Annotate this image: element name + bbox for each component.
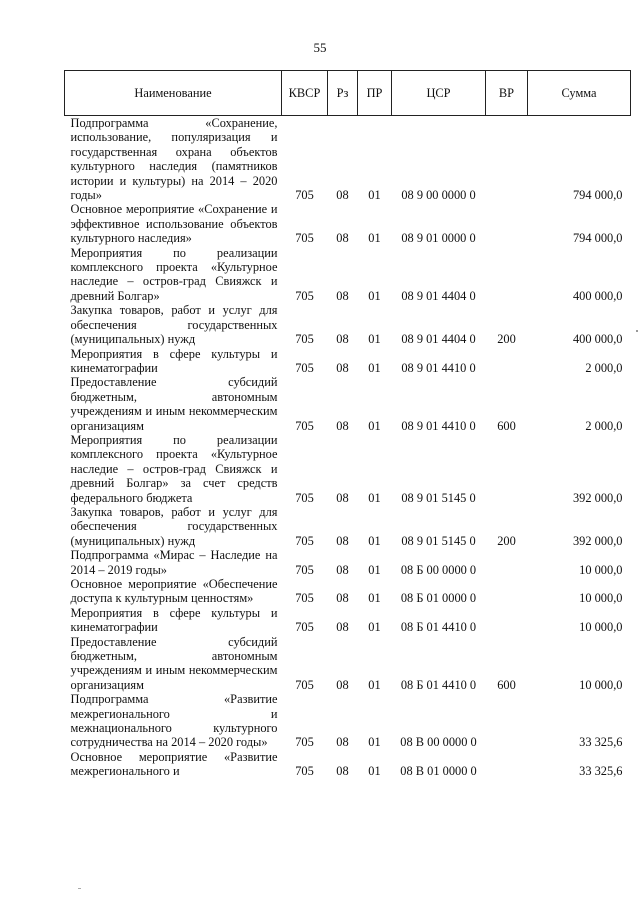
cell-rz: 08 [336,418,349,433]
cell-pr: 01 [368,677,381,692]
cell-sum: 392 000,0 [572,490,623,505]
column-header-sum: Сумма [528,71,631,116]
cell-sum: 794 000,0 [572,188,623,203]
column-header-csr: ЦСР [392,71,486,116]
cell-pr: 01 [368,562,381,577]
cell-rz: 08 [336,188,349,203]
column-header-kvsr: КВСР [282,71,328,116]
table-row [65,347,631,376]
cell-kvsr: 705 [295,418,314,433]
cell-rz: 08 [336,764,349,779]
scan-speck [78,888,81,889]
cell-csr: 08 9 01 5145 0 [401,490,476,505]
cell-csr: 08 Б 00 0000 0 [400,562,477,577]
cell-csr: 08 9 01 0000 0 [401,231,476,246]
cell-vr [486,548,528,577]
cell-kvsr: 705 [295,764,314,779]
cell-csr: 08 Б 01 4410 0 [400,620,477,635]
cell-kvsr: 705 [295,533,314,548]
cell-kvsr: 705 [295,562,314,577]
table-header-row [65,71,631,116]
cell-vr [486,606,528,635]
table-row [65,750,631,779]
table-row [65,548,631,577]
cell-kvsr: 705 [295,735,314,750]
table-row [65,577,631,606]
cell-name: Мероприятия в сфере культуры и кинематографии [70,346,278,375]
cell-sum: 400 000,0 [572,332,623,347]
cell-rz: 08 [336,490,349,505]
cell-rz: 08 [336,735,349,750]
cell-name: Мероприятия в сфере культуры и кинематографии [70,605,278,635]
cell-sum: 794 000,0 [572,231,623,246]
column-header-vr: ВР [486,71,528,116]
cell-kvsr: 705 [295,188,314,203]
cell-kvsr: 705 [295,231,314,246]
cell-kvsr: 705 [295,288,314,303]
cell-kvsr: 705 [295,677,314,692]
cell-csr: 08 9 01 5145 0 [401,533,476,548]
cell-pr: 01 [368,418,381,433]
cell-rz: 08 [336,562,349,577]
cell-pr: 01 [368,620,381,635]
cell-vr: 600 [497,677,516,692]
cell-sum: 10 000,0 [579,677,623,692]
cell-rz: 08 [336,360,349,375]
cell-kvsr: 705 [295,360,314,375]
scan-speck [636,330,638,332]
cell-name: Предоставление субсидий бюджетным, автономным учреждениям и иным некоммерческим организациям [70,634,278,692]
cell-vr [486,202,528,245]
cell-sum: 33 325,6 [579,735,623,750]
cell-sum: 10 000,0 [579,620,623,635]
cell-vr: 200 [497,533,516,548]
table-row [65,303,631,346]
cell-rz: 08 [336,677,349,692]
cell-pr: 01 [368,332,381,347]
table-row [65,692,631,750]
cell-pr: 01 [368,764,381,779]
cell-vr: 600 [497,418,516,433]
cell-csr: 08 9 01 4404 0 [401,288,476,303]
cell-pr: 01 [368,735,381,750]
cell-pr: 01 [368,591,381,606]
cell-kvsr: 705 [295,591,314,606]
budget-table [64,70,631,779]
cell-sum: 10 000,0 [579,591,623,606]
table-row [65,635,631,693]
cell-sum: 2 000,0 [585,360,623,375]
cell-csr: 08 9 01 4404 0 [401,332,476,347]
cell-rz: 08 [336,332,349,347]
cell-csr: 08 В 01 0000 0 [400,764,477,779]
cell-sum: 10 000,0 [579,562,623,577]
cell-pr: 01 [368,288,381,303]
cell-vr [486,750,528,779]
cell-sum: 400 000,0 [572,288,623,303]
cell-name: Предоставление субсидий бюджетным, автономным учреждениям и иным некоммерческим организациям [70,375,278,433]
table-row [65,375,631,433]
cell-vr [486,577,528,606]
cell-csr: 08 Б 01 4410 0 [400,677,477,692]
cell-name: Мероприятия по реализации комплексного проекта «Культурное наследие – остров-град Свияжск и древний Болгар» за счет средств федерального бюджета [70,432,278,505]
cell-csr: 08 В 00 0000 0 [400,735,477,750]
table-row [65,116,631,203]
cell-kvsr: 705 [295,620,314,635]
cell-vr [486,116,528,203]
cell-name: Мероприятия по реализации комплексного проекта «Культурное наследие – остров-град Свияжск и древний Болгар» [70,245,278,303]
column-header-rz: Рз [328,71,358,116]
cell-vr: 200 [497,332,516,347]
table-row [65,433,631,505]
cell-name: Основное мероприятие «Обеспечение доступа к культурным ценностям» [70,577,278,606]
cell-csr: 08 9 01 4410 0 [401,360,476,375]
column-header-pr: ПР [358,71,392,116]
table-row [65,505,631,548]
cell-vr [486,433,528,505]
cell-pr: 01 [368,490,381,505]
cell-name: Подпрограмма «Развитие межрегионального и межнационального культурного сотрудничества на 2014 – 2020 годы» [70,692,278,750]
cell-name: Подпрограмма «Сохранение, использование, популяризация и государственная охрана объектов культурного наследия (памятников истории и культуры) на 2014 – 2020 годы» [70,116,278,203]
table-row [65,246,631,304]
cell-name: Закупка товаров, работ и услуг для обеспечения государственных (муниципальных) нужд [70,504,278,548]
cell-kvsr: 705 [295,332,314,347]
cell-name: Подпрограмма «Мирас – Наследие на 2014 – 2019 годы» [70,548,278,577]
cell-pr: 01 [368,360,381,375]
cell-vr [486,692,528,750]
cell-csr: 08 9 00 0000 0 [401,188,476,203]
cell-vr [486,246,528,304]
cell-rz: 08 [336,533,349,548]
cell-kvsr: 705 [295,490,314,505]
cell-csr: 08 9 01 4410 0 [401,418,476,433]
table-row [65,606,631,635]
cell-pr: 01 [368,188,381,203]
table-row [65,202,631,245]
cell-vr [486,347,528,376]
cell-pr: 01 [368,533,381,548]
cell-rz: 08 [336,231,349,246]
cell-sum: 392 000,0 [572,533,623,548]
cell-sum: 2 000,0 [585,418,623,433]
cell-rz: 08 [336,288,349,303]
cell-rz: 08 [336,591,349,606]
cell-sum: 33 325,6 [579,764,623,779]
cell-pr: 01 [368,231,381,246]
cell-rz: 08 [336,620,349,635]
page-number: 55 [313,40,327,55]
cell-name: Основное мероприятие «Развитие межрегионального и [70,749,278,779]
cell-name: Закупка товаров, работ и услуг для обеспечения государственных (муниципальных) нужд [70,303,278,347]
cell-name: Основное мероприятие «Сохранение и эффективное использование объектов культурного наследия» [70,202,278,246]
cell-csr: 08 Б 01 0000 0 [400,591,477,606]
column-header-name: Наименование [65,71,282,116]
